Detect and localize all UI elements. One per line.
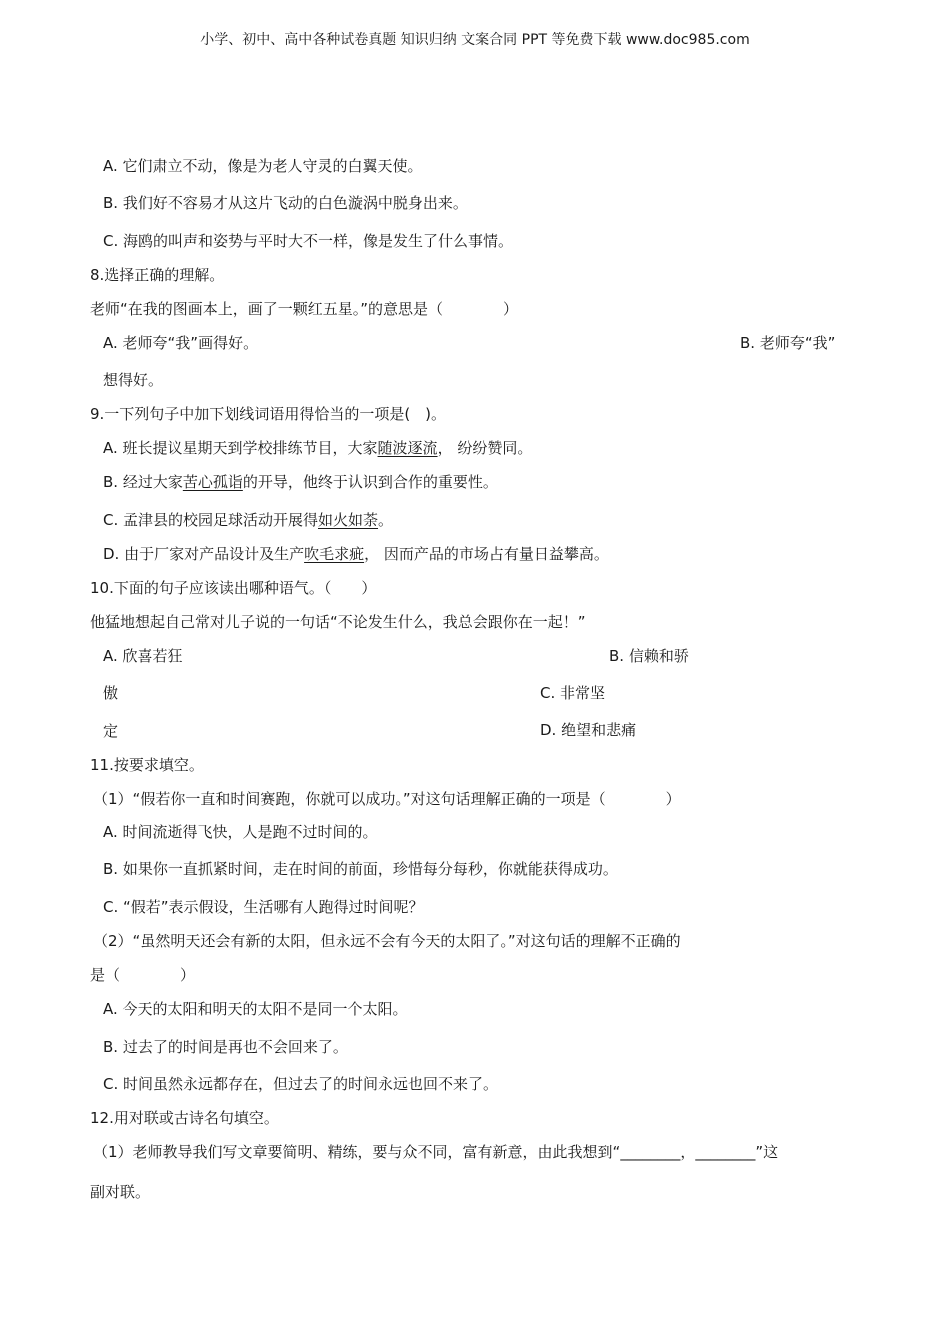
- q12-part1: （1）老师教导我们写文章要简明、精练，要与众不同，富有新意，由此我想到“________，________”这: [93, 1143, 779, 1161]
- q11-part2-stem-cont: 是（ ）: [90, 966, 196, 984]
- q12-title: 12.用对联或古诗名句填空。: [90, 1109, 279, 1127]
- q11-part2-option-b: B. 过去了的时间是再也不会回来了。: [103, 1038, 348, 1056]
- q9-a-text-2: ， 纷纷赞同。: [437, 439, 533, 457]
- q9-d-text-1: D. 由于厂家对产品设计及生产: [103, 545, 305, 563]
- q10-stem: 他猛地想起自己常对儿子说的一句话“不论发生什么，我总会跟你在一起！”: [90, 613, 586, 631]
- q9-b-text-1: B. 经过大家: [103, 473, 183, 491]
- q10-option-a: A. 欣喜若狂: [103, 647, 183, 665]
- q9-b-text-2: 的开导，他终于认识到合作的重要性。: [242, 473, 498, 491]
- q11-part1-option-c: C. “假若”表示假设，生活哪有人跑得过时间呢？: [103, 898, 424, 916]
- q11-part1-stem: （1）“假若你一直和时间赛跑，你就可以成功。”对这句话理解正确的一项是（ ）: [93, 790, 681, 808]
- q7-option-c: C. 海鸥的叫声和姿势与平时大不一样，像是发生了什么事情。: [103, 232, 514, 250]
- q11-title: 11.按要求填空。: [90, 756, 204, 774]
- q10-option-b: B. 信赖和骄: [609, 647, 689, 665]
- q9-c-text-1: C. 孟津县的校园足球活动开展得: [103, 511, 319, 529]
- q11-part1-option-b: B. 如果你一直抓紧时间，走在时间的前面，珍惜每分每秒，你就能获得成功。: [103, 860, 618, 878]
- q7-option-b: B. 我们好不容易才从这片飞动的白色漩涡中脱身出来。: [103, 194, 468, 212]
- q9-d-underlined: 吹毛求疵: [304, 545, 365, 563]
- q9-c-text-2: 。: [378, 511, 394, 529]
- q8-title: 8.选择正确的理解。: [90, 266, 225, 284]
- q8-option-b-cont: 想得好。: [103, 371, 164, 389]
- q11-part2-option-a: A. 今天的太阳和明天的太阳不是同一个太阳。: [103, 1000, 408, 1018]
- q10-option-c-cont: 定: [103, 722, 119, 740]
- q9-d-text-2: ， 因而产品的市场占有量日益攀高。: [364, 545, 609, 563]
- q9-option-c: [103, 510, 393, 530]
- q9-title: 9.一下列句子中加下划线词语用得恰当的一项是( )。: [90, 405, 447, 423]
- q7-option-a: A. 它们肃立不动，像是为老人守灵的白翼天使。: [103, 157, 423, 175]
- q11-part2-option-c: C. 时间虽然永远都存在，但过去了的时间永远也回不来了。: [103, 1075, 499, 1093]
- q9-option-a: [103, 438, 532, 458]
- q8-stem: 老师“在我的图画本上，画了一颗红五星。”的意思是（ ）: [90, 300, 519, 318]
- q10-option-b-cont: 傲: [103, 684, 119, 702]
- q11-part2-stem: （2）“虽然明天还会有新的太阳，但永远不会有今天的太阳了。”对这句话的理解不正确的: [93, 932, 681, 950]
- q8-option-a: A. 老师夸“我”画得好。: [103, 334, 259, 352]
- q9-b-underlined: 苦心孤诣: [182, 473, 243, 491]
- q8-option-b: B. 老师夸“我”: [740, 334, 836, 352]
- q12-part1-cont: 副对联。: [90, 1183, 151, 1201]
- q10-option-d: D. 绝望和悲痛: [540, 721, 637, 739]
- q10-option-c: C. 非常坚: [540, 684, 606, 702]
- q9-c-underlined: 如火如荼: [318, 511, 379, 529]
- q9-option-b: [103, 472, 498, 492]
- page-header: 小学、初中、高中各种试卷真题 知识归纳 文案合同 PPT 等免费下载 www.doc985.com: [200, 32, 750, 48]
- q9-option-d: [103, 544, 609, 564]
- q9-a-text-1: A. 班长提议星期天到学校排练节目，大家: [103, 439, 378, 457]
- q11-part1-option-a: A. 时间流逝得飞快，人是跑不过时间的。: [103, 823, 378, 841]
- q9-a-underlined: 随波逐流: [377, 439, 438, 457]
- q10-title: 10.下面的句子应该读出哪种语气。（ ）: [90, 579, 377, 597]
